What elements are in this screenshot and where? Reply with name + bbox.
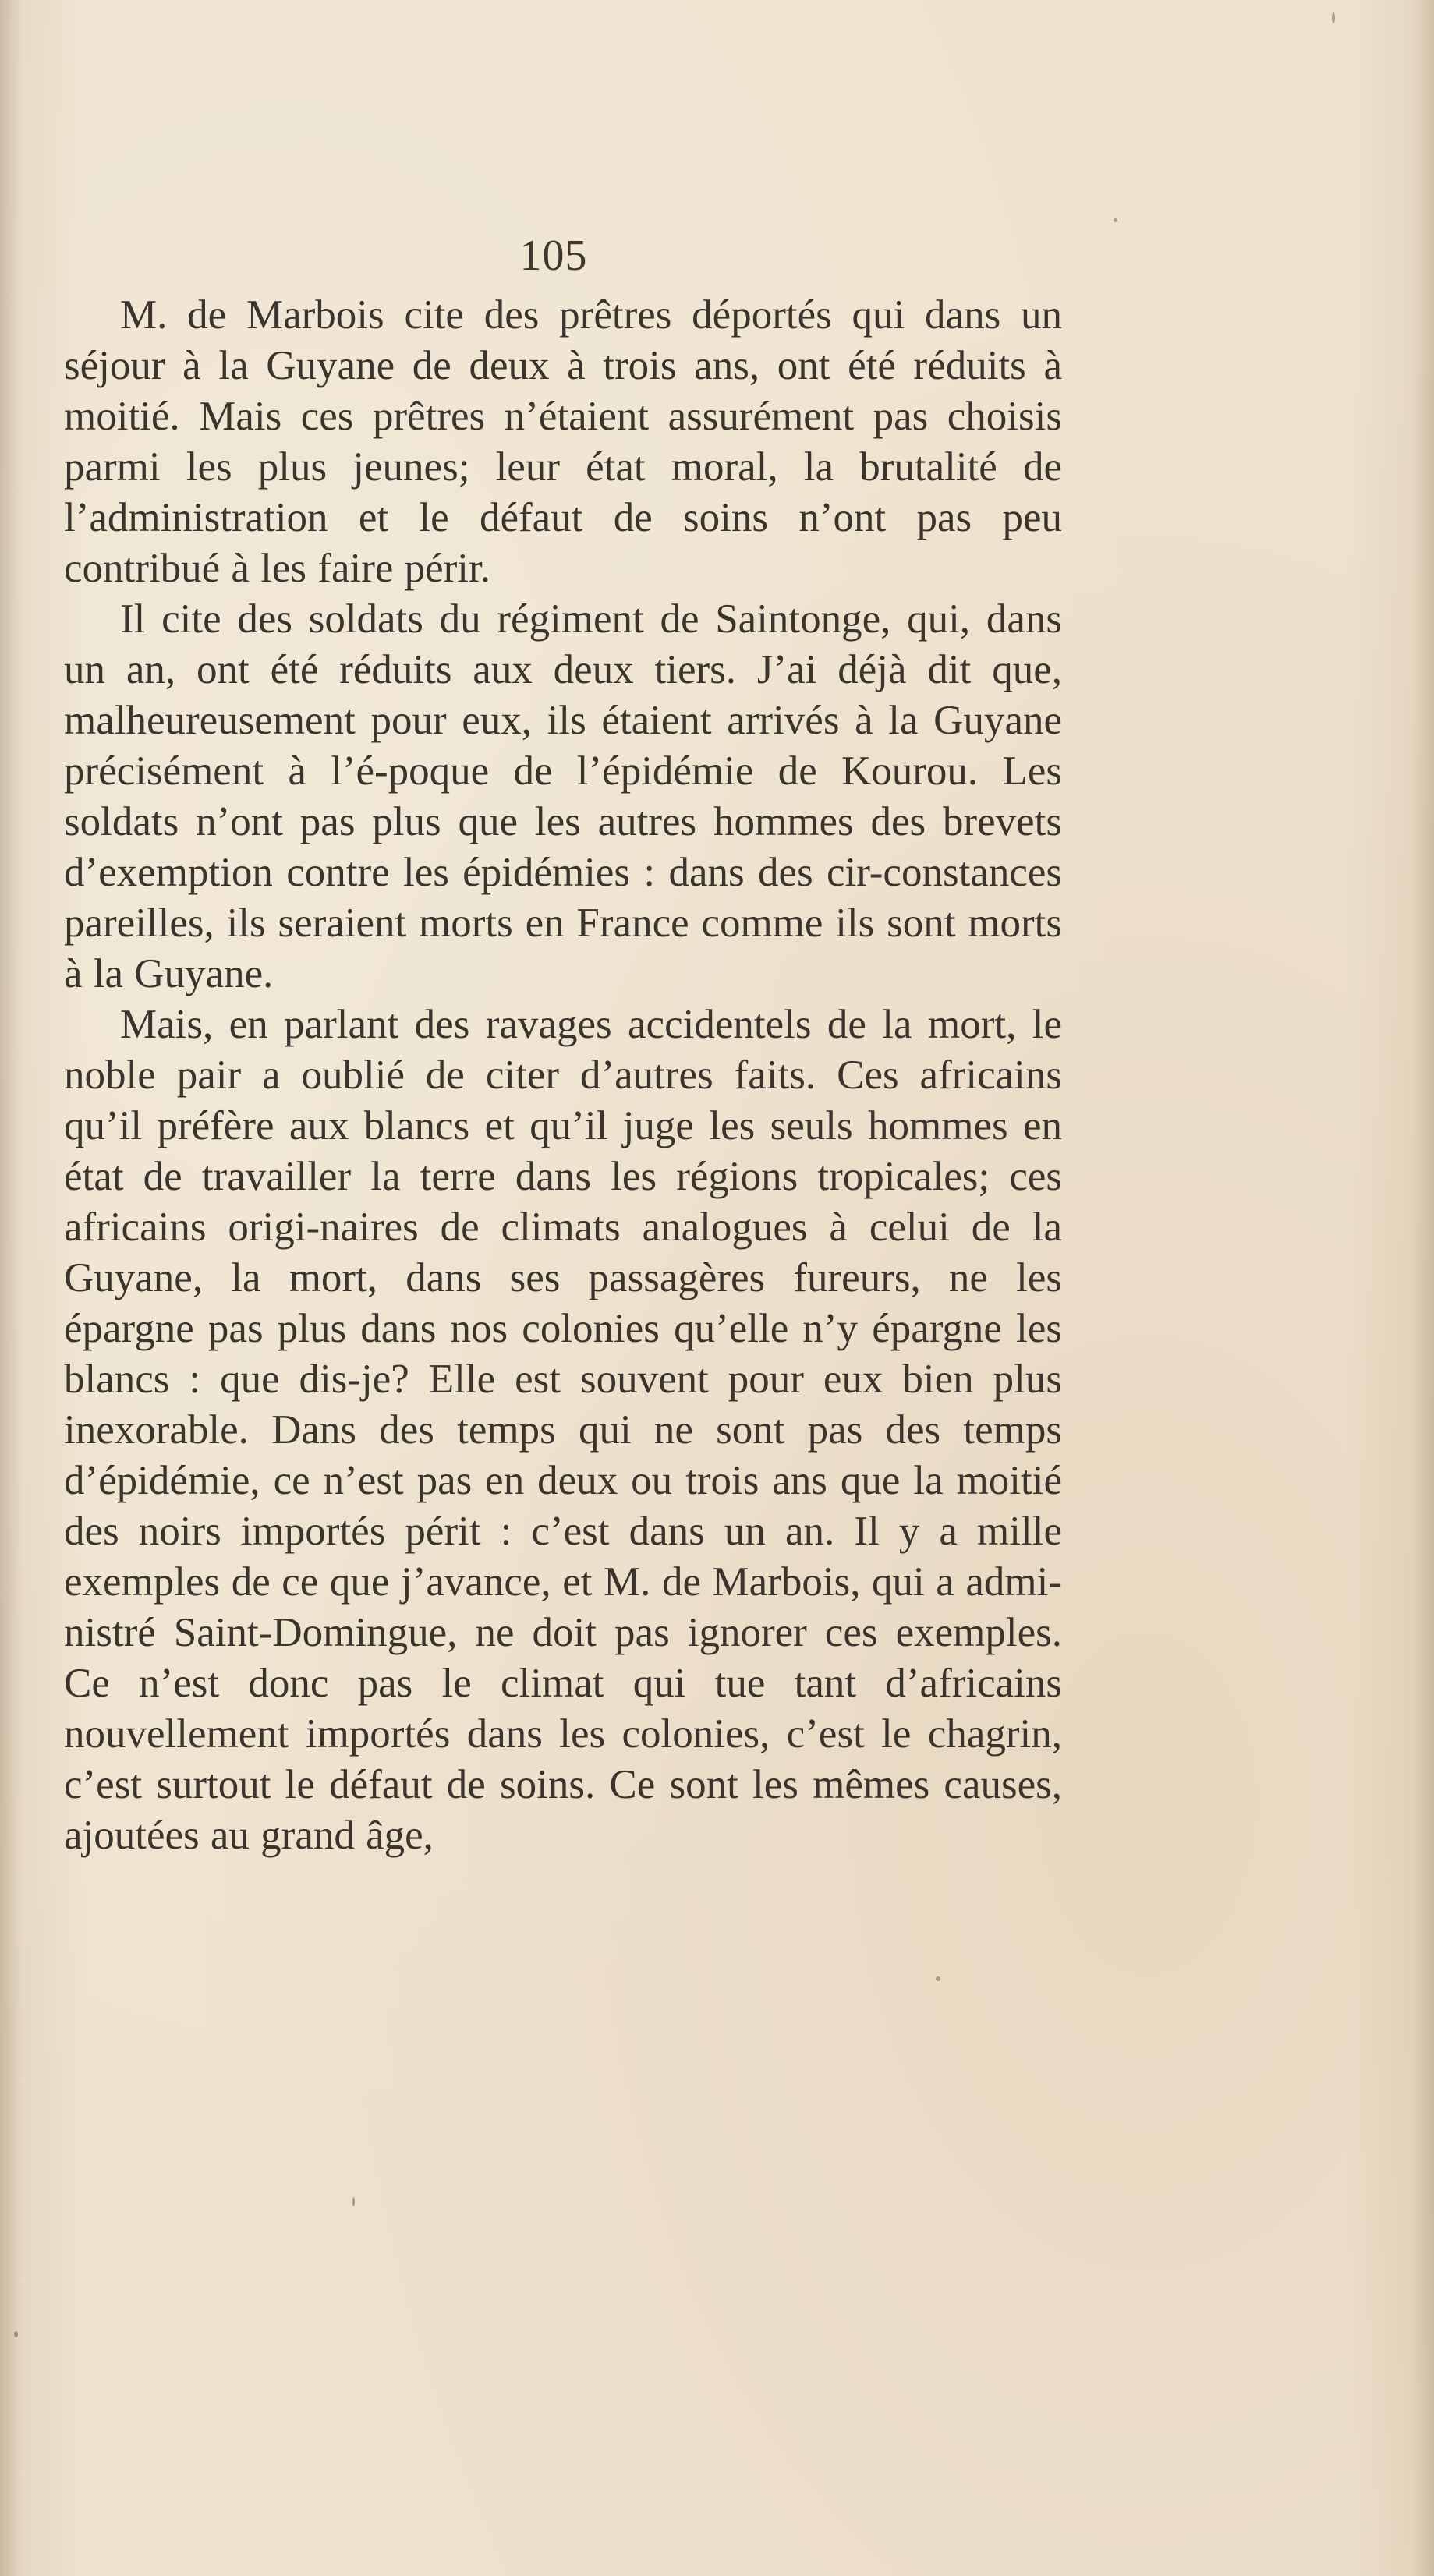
page-number: 105	[519, 232, 588, 280]
paper-speck	[352, 2197, 355, 2206]
right-edge-shadow	[1412, 0, 1434, 2576]
left-edge-shadow	[0, 0, 22, 2576]
body-text	[64, 290, 1062, 1861]
paragraph-1: M. de Marbois cite des prêtres déportés qui dans un séjour à la Guyane de deux à trois ans, ont été réduits à moitié. Mais ces prêtres n’étaient assurément pas choisis parmi les plus jeunes; leur état moral, la brutalité de l’administration et le défaut de soins n’ont pas peu contribué à les faire périr.	[64, 292, 1062, 591]
paper-speck	[14, 2331, 18, 2337]
paper-speck	[936, 1976, 940, 1981]
paragraph-2: Il cite des soldats du régiment de Saintonge, qui, dans un an, ont été réduits aux deux tiers. J’ai déjà dit que, malheureusement pour eux, ils étaient arrivés à la Guyane précisément à l’é-poque de l’épidémie de Kourou. Les soldats n’ont pas plus que les autres hommes des brevets d’exemption contre les épidémies : dans des cir-constances pareilles, ils seraient morts en France comme ils sont morts à la Guyane.	[64, 596, 1062, 996]
paper-speck	[1332, 12, 1335, 23]
paper-speck	[1114, 218, 1117, 222]
paragraph-3: Mais, en parlant des ravages accidentels de la mort, le noble pair a oublié de citer d’autres faits. Ces africains qu’il préfère aux blancs et qu’il juge les seuls hommes en état de travailler la terre dans les régions tropicales; ces africains origi-naires de climats analogues à celui de la Guyane, la mort, dans ses passagères fureurs, ne les épargne pas plus dans nos colonies qu’elle n’y épargne les blancs : que dis-je? Elle est souvent pour eux bien plus inexorable. Dans des temps qui ne sont pas des temps d’épidémie, ce n’est pas en deux ou trois ans que la moitié des noirs importés périt : c’est dans un an. Il y a mille exemples de ce que j’avance, et M. de Marbois, qui a admi-nistré Saint-Domingue, ne doit pas ignorer ces exemples. Ce n’est donc pas le climat qui tue tant d’africains nouvellement importés dans les colonies, c’est le chagrin, c’est surtout le défaut de soins. Ce sont les mêmes causes, ajoutées au grand âge,	[64, 1002, 1062, 1858]
